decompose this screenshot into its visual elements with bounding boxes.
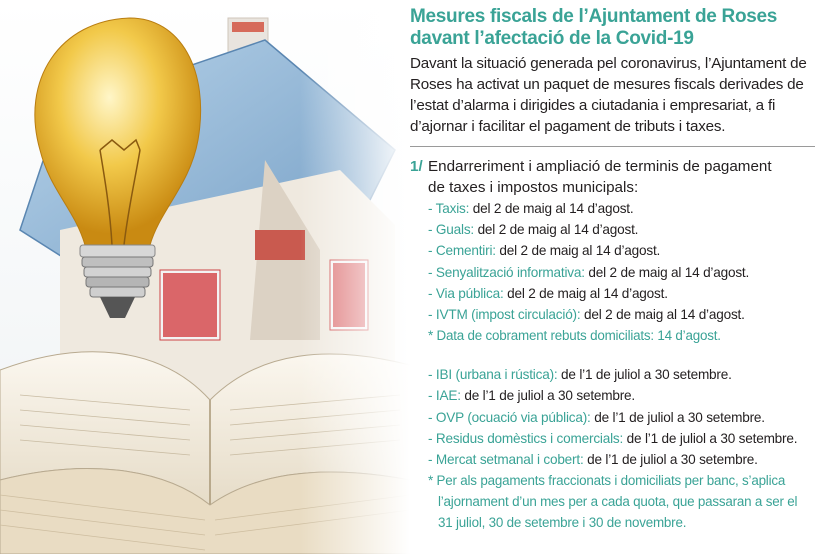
note-line-1: * Per als pagaments fraccionats i domiciliats per banc, s’aplica [428,473,786,489]
note-line-3: 31 juliol, 30 de setembre i 30 de novembre. [438,515,687,531]
section-number: 1/ [410,158,423,175]
article [410,6,822,533]
section-line-1: Endarreriment i ampliació de terminis de pagament [428,158,772,175]
item-text: de l’1 de juliol a 30 setembre. [557,367,732,383]
item-text: del 2 de maig al 14 d’agost. [474,222,639,238]
item-text: de l’1 de juliol a 30 setembre. [590,409,765,425]
list-item [428,304,822,325]
item-label: - Senyalització informativa: [428,264,585,280]
items-list [428,198,822,533]
item-text: del 2 de maig al 14 d’agost. [495,243,661,259]
note-installments [428,470,822,533]
note-direct-debit: * Data de cobrament rebuts domiciliats: 14 d’agost. [428,328,721,344]
list-item [428,283,822,304]
intro-paragraph: Davant la situació generada pel coronavirus, l’Ajuntament de Roses ha activat un paquet de mesures fiscals derivades de l’estat d’alarma i dirigides a ciutadania i empresariat, a fi d’ajornar i facilitar el pagament de tributs i taxes. [410,55,807,135]
section-heading [410,156,822,198]
item-label: - Taxis: [428,201,470,216]
illustration [0,0,410,554]
item-label: - OVP (ocuació via pública): [428,409,591,425]
item-label: - Mercat setmanal i cobert: [428,452,584,468]
item-label: - Residus domèstics i comercials: [428,430,624,446]
list-item [428,219,822,240]
item-label: - IBI (urbana i rústica): [428,367,558,383]
title-line-2: davant l’afectació de la Covid-19 [410,28,694,49]
section-line-2: de taxes i impostos municipals: [428,179,639,196]
item-label: - Guals: [428,222,474,238]
list-item [428,428,822,449]
list-item [428,198,822,219]
item-text: del 2 de maig al 14 d’agost. [469,201,634,216]
item-label: - IVTM (impost circulació): [428,307,581,323]
list-item [428,262,822,283]
list-item [428,385,822,406]
note-line-2: l’ajornament d’un mes per a cada quota, que passaran a ser el [438,494,798,510]
item-text: de l’1 de juliol a 30 setembre. [460,388,635,404]
item-text: de l’1 de juliol a 30 setembre. [623,430,798,446]
article-title [410,6,822,50]
list-item [428,240,822,261]
item-text: del 2 de maig al 14 d’agost. [580,307,745,323]
list-item [428,449,822,470]
item-label: - Cementiri: [428,243,496,259]
title-line-1: Mesures fiscals de l’Ajuntament de Roses [410,6,778,27]
item-text: del 2 de maig al 14 d’agost. [584,264,750,280]
divider [410,146,815,147]
item-label: - IAE: [428,388,461,404]
item-label: - Via pública: [428,285,504,301]
list-item [428,407,822,428]
list-item [428,364,822,385]
item-text: del 2 de maig al 14 d’agost. [503,285,668,301]
item-text: de l’1 de juliol a 30 setembre. [583,452,758,468]
